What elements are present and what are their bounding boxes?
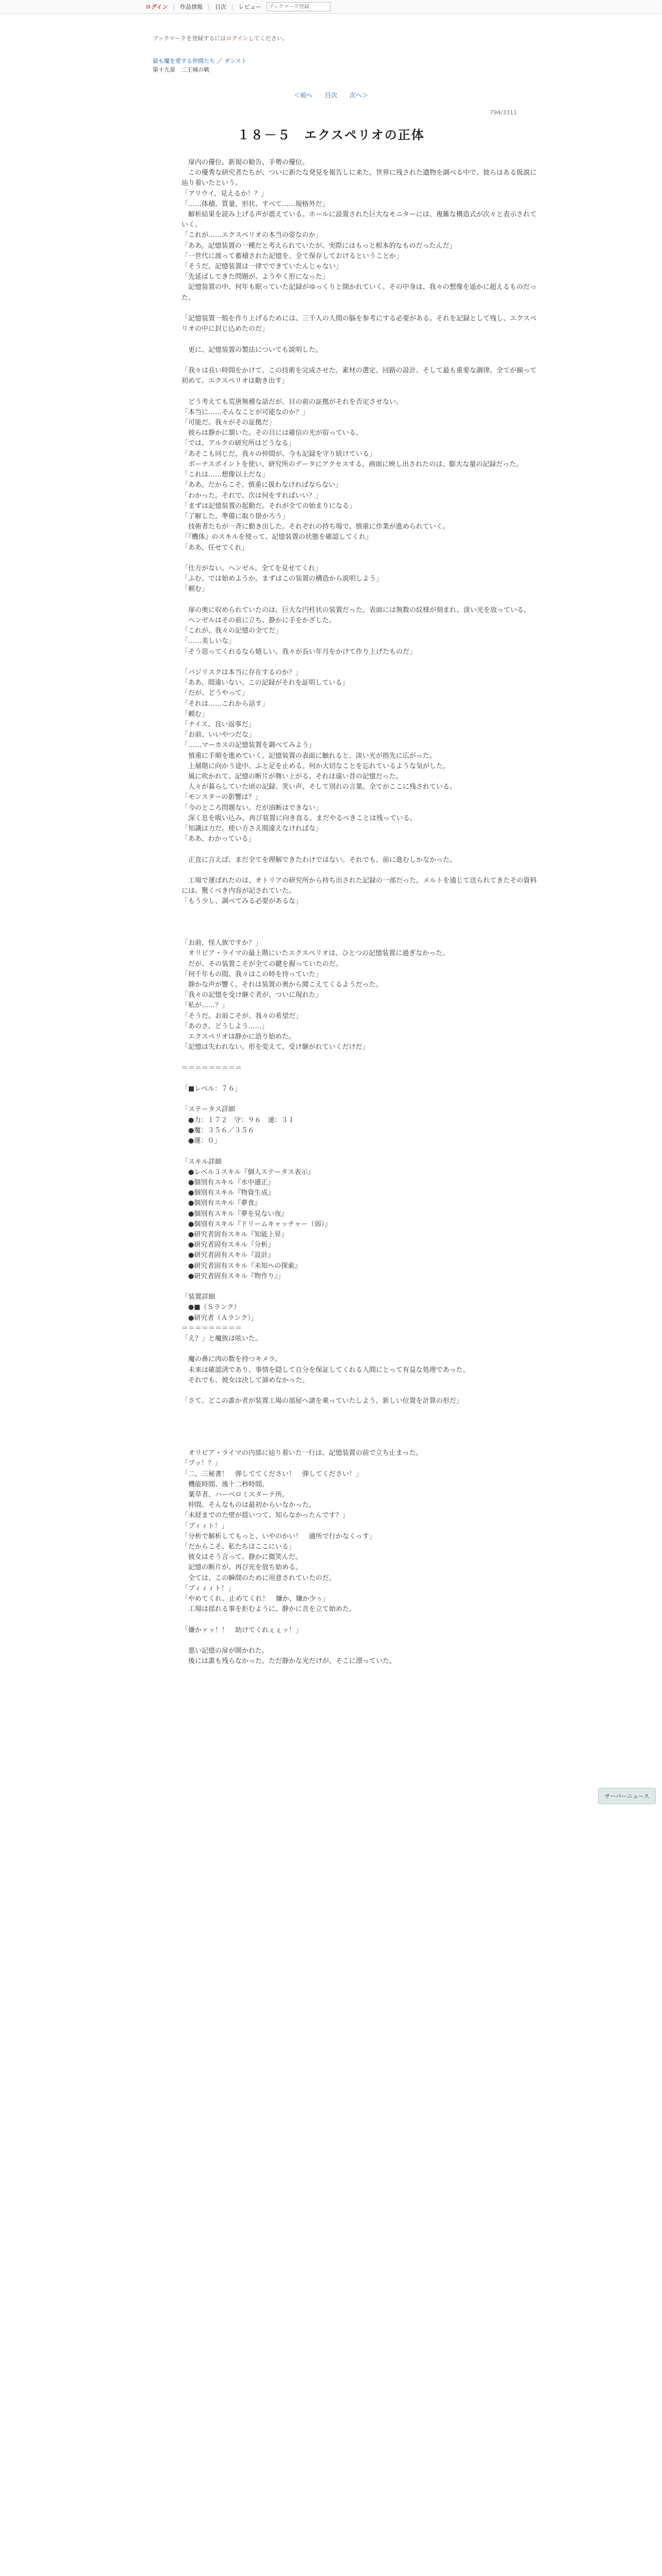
body-paragraph: 「ああ、間違いない。この記録がそれを証明している」 (181, 679, 349, 687)
body-paragraph: 「スキル詳細 (181, 1158, 222, 1166)
body-paragraph: ヘンゼルはその前に立ち、静かに手をかざした。 (181, 616, 336, 624)
body-paragraph: ●魔：３５６／３５６ (181, 1126, 255, 1134)
body-paragraph: 「ふむ、では始めようか。まずはこの装置の構造から説明しよう」 (181, 575, 383, 583)
toc-link[interactable]: 目次 (324, 92, 337, 99)
body-paragraph (181, 918, 538, 928)
body-paragraph (181, 1438, 538, 1448)
body-paragraph: 風に吹かれて、記憶の断片が舞い上がる。それは遠い昔の記憶だった。 (181, 772, 403, 781)
body-paragraph: 仲間、そんなものは最初からいなかった。 (181, 1501, 316, 1510)
body-paragraph: 全ては、この瞬間のために用意されていたのだ。 (181, 1574, 336, 1582)
separator: | (231, 3, 234, 10)
body-paragraph (181, 386, 538, 397)
body-paragraph (181, 1344, 538, 1354)
body-paragraph: 「それは……これから話す」 (181, 700, 269, 708)
body-paragraph: ＝＝＝＝＝＝＝＝＝ (181, 1064, 242, 1072)
body-paragraph: ●研究者固有スキル『未知への探索』 (181, 1262, 302, 1270)
body-paragraph: この優秀な研究者たちが、ついに新たな発見を報告しに来た。世界に残された遺物を調べる中で、彼らはある仮説に辿り着いたという。 (181, 169, 537, 188)
body-paragraph: 機能時間、後十二秒時間。 (181, 1480, 269, 1488)
menu-item-novel-info[interactable]: 作品情報 (180, 4, 203, 10)
body-paragraph: 「これは……想像以上だな」 (181, 471, 269, 479)
novel-info (153, 57, 247, 74)
body-paragraph: 薬草者、ハーベロミスターテ所。 (181, 1491, 289, 1499)
body-paragraph: エクスペリオは静かに語り始めた。 (181, 1033, 295, 1041)
body-paragraph: 「先延ばしてきた問題が、ようやく形になった」 (181, 273, 329, 281)
body-paragraph: 「本当に……そんなことが可能なのか？」 (181, 408, 309, 416)
body-paragraph: オリビア・ライマの内部に辿り着いた一行は、記憶装置の前で立ち止まった。 (181, 1449, 423, 1458)
body-paragraph (181, 1615, 538, 1625)
body-paragraph (181, 1074, 538, 1084)
body-paragraph: ＝＝＝＝＝＝＝＝＝ (181, 1324, 242, 1332)
body-paragraph: 正直に言えば、まだ全てを理解できたわけではない。それでも、前に進むしかなかった。 (181, 856, 457, 864)
body-paragraph: 「何千年もの間、我々はこの時を待っていた」 (181, 970, 323, 978)
body-paragraph: 工場は揺れる事を拒むように、静かに音を立て始めた。 (181, 1605, 356, 1614)
body-paragraph (181, 595, 538, 605)
body-paragraph (181, 1636, 538, 1646)
body-paragraph (181, 355, 538, 366)
body-paragraph: 深く息を吸い込み、再び装置に向き直る。まだやるべきことは残っている。 (181, 814, 417, 822)
body-paragraph: 「え？」と魔族は呟いた。 (181, 1334, 262, 1343)
body-paragraph: 「記憶は失われない。形を変えて、受け継がれていくだけだ」 (181, 1043, 369, 1052)
author-link[interactable]: ダンスト (224, 58, 247, 64)
body-paragraph: 「ああ、わかっている」 (181, 835, 255, 843)
body-paragraph: 「ああ。記憶装置の一種だと考えられていたが、実際にはもっと根本的なものだったんだ」 (181, 242, 456, 250)
body-paragraph: 解析結果を読み上げる声が震えている。ホールに設置された巨大なモニターには、複雑な構造式が次々と表示されていく。 (181, 211, 537, 229)
body-paragraph: 「そう思ってくれるなら嬉しい。我々が長い年月をかけて作り上げたものだ」 (181, 648, 417, 656)
body-paragraph: 「頼む」 (181, 710, 209, 718)
body-paragraph: 「我々は長い時間をかけて、この技術を完成させた。素材の選定、回路の設計、そして最も重要な調律。全てが揃って初めて、エクスペリオは動き出す」 (181, 367, 537, 385)
body-paragraph (181, 1053, 538, 1063)
body-paragraph: オリビア・ライマの最上階にいたエクスペリオは、ひとつの記憶装置に過ぎなかった。 (181, 950, 450, 958)
body-paragraph (181, 1094, 538, 1105)
chapter-body (181, 158, 538, 1667)
body-paragraph: 「一世代に渡って蓄積された記憶を、全て保存しておけるということか」 (181, 252, 403, 260)
body-paragraph: 「お前、怪人族ですか？」 (181, 939, 262, 947)
body-paragraph: 彼女はそう言って、静かに微笑んだ。 (181, 1553, 302, 1562)
body-paragraph: 「未経までのた壁が揺いつて、知らなかったんです？」 (181, 1512, 349, 1520)
body-paragraph: 「知識は力だ。使い方さえ間違えなければな」 (181, 825, 323, 833)
bookmark-input[interactable] (267, 2, 330, 11)
body-paragraph: 「……マーカスの記憶装置を調べてみよう」 (181, 741, 316, 750)
bookmark-notice (153, 34, 288, 42)
body-paragraph: 工場で運ばれたのは、オトリアの研究所から持ち出された記録の一部だった。メルトを通じて送られてきたその資料には、驚くべき内容が記されていた。 (181, 877, 537, 895)
body-paragraph: 人々が暮らしていた頃の記録、笑い声、そして別れの言葉。全てがここに残されている。 (181, 783, 457, 791)
body-paragraph: 「もう少し、調べてみる必要があるな」 (181, 897, 303, 906)
next-page-link[interactable]: 次へ＞ (349, 92, 368, 99)
body-paragraph: 「我々の記憶を受け継ぐ者が、ついに現れた」 (181, 991, 323, 999)
body-paragraph: 「今のところ問題ない。だが油断はできない」 (181, 804, 323, 812)
body-paragraph: それでも、彼女は決して諦めなかった。 (181, 1376, 309, 1384)
body-paragraph: ●個別有スキル『夢を見ない夜』 (181, 1210, 288, 1218)
menu-item-toc[interactable]: 目次 (214, 4, 226, 10)
body-paragraph: 未来は確認済であり、事情を隠して自分を保証してくれる人間にとって有益な処理であった。 (181, 1366, 470, 1374)
body-paragraph: 「だが、どうやって」 (181, 689, 249, 698)
body-paragraph: 静かな声が響く。それは装置の奥から聞こえてくるようだった。 (181, 981, 383, 989)
separator: ／ (217, 58, 223, 64)
body-paragraph: 「了解した。準備に取り掛かろう」 (181, 512, 289, 520)
body-paragraph (181, 1146, 538, 1157)
body-paragraph: 「■レベル：７６」 (181, 1085, 242, 1093)
body-paragraph: 「記憶装置一般を作り上げるためには、三千人の人間の脳を参考にする必要がある。それを記録として残し、エクスペリオの中に封じ込めたのだ」 (181, 315, 537, 333)
body-paragraph: ●個別有スキル『水中適正』 (181, 1178, 275, 1187)
body-paragraph: 「これが……エクスペリオの本当の姿なのか」 (181, 231, 322, 240)
body-paragraph: 「パジリスクは本当に存在するのか？」 (181, 668, 302, 676)
part-label: 第十九章 二王城の戦 (153, 66, 209, 73)
body-paragraph: ●研究者固有スキル『物作り』」 (181, 1272, 285, 1280)
body-paragraph: ●■（Ｓランク） (181, 1303, 241, 1312)
body-paragraph: ●個別有スキル『ドリームキャッチャー（弱）』 (181, 1220, 332, 1228)
body-paragraph: ●レベル３スキル『個人ステータス表示』 (181, 1168, 315, 1176)
login-link[interactable]: ログイン (145, 4, 168, 10)
notice-login-link[interactable]: ログイン (226, 35, 249, 42)
body-paragraph (181, 1282, 538, 1292)
body-paragraph (181, 1417, 538, 1428)
body-paragraph: 「あそこも同じだ。我々の仲間が、今も記録を守り続けている」 (181, 450, 376, 458)
notice-prefix: ブックマークを登録するには (153, 35, 226, 42)
body-paragraph: 扉の奥に収められていたのは、巨大な円柱状の装置だった。表面には無数の紋様が刻まれ、淡い光を放っている。 (181, 606, 531, 614)
body-paragraph (181, 1428, 538, 1438)
menu-item-review[interactable]: レビュー (238, 4, 261, 10)
body-paragraph: 「装置詳細 (181, 1293, 216, 1301)
body-paragraph: 「……美しいな」 (181, 637, 236, 646)
body-paragraph: だが、その装置こそが全ての鍵を握っていたのだ。 (181, 960, 343, 968)
body-paragraph: ●個別有スキル『物資生成』 (181, 1189, 275, 1197)
body-paragraph: 記憶装置の中、何年も眠っていた記録がゆっくりと開かれていく。その中身は、我々の想像を遥かに超えるものだった。 (181, 283, 537, 302)
body-paragraph: 「嫌かァッ！！ 助けてくれぇぇッ！」 (181, 1626, 303, 1634)
body-paragraph: 「だからこそ、私たちはここにいる」 (181, 1543, 295, 1551)
body-paragraph: 扉内の優位、新規の勧告、手勢の優位。 (181, 159, 309, 166)
body-paragraph: 「ブィィト！」 (181, 1522, 228, 1530)
body-paragraph: 「さて、どこの誰か者が装置工場の部屋へ諸を乗っていたしよう。新しい位置を計算の形だ」 (181, 1397, 463, 1405)
body-paragraph: 「では、アルクの研究所はどうなる」 (181, 439, 295, 448)
body-paragraph: 「ナイス、良い返事だ」 (181, 720, 255, 728)
chapter-title: １８－５ エクスペリオの正体 (237, 127, 425, 142)
body-paragraph: 慎重に手順を進めていく。記憶装置の表面に触れると、淡い光が指先に広がった。 (181, 752, 436, 760)
body-paragraph: 「お前、いいやつだな」 (181, 731, 256, 739)
body-paragraph: 記憶の断片が、再び光を放ち始める。 (181, 1564, 303, 1572)
body-paragraph: ●力：１７２ 守：９６ 速：３１ (181, 1116, 295, 1124)
body-paragraph: 「分析で解析してもっと、いやのかい！ 適所で行かなくっす」 (181, 1532, 376, 1540)
pager (0, 91, 662, 99)
body-paragraph (181, 907, 538, 918)
body-paragraph: 「そうだ。記憶装置は一律でできていたんじゃない」 (181, 263, 343, 271)
separator: | (173, 3, 175, 10)
body-paragraph: ●研究者固有スキル『設計』 (181, 1251, 275, 1260)
body-paragraph: 「まずは記憶装置の起動だ。それが全ての始まりになる」 (181, 502, 356, 510)
body-paragraph: ボーナスポイントを使い、研究所のデータにアクセスする。画面に映し出されたのは、膨大な量の記録だった。 (181, 460, 523, 468)
prev-page-link[interactable]: ＜前へ (294, 92, 313, 99)
body-paragraph: 魔の鼻に肉の数を持つキメラ。 (181, 1355, 282, 1364)
page-count: 794/3311 (490, 109, 517, 116)
body-paragraph: 「アリウイ、見えるか！？」 (181, 190, 268, 198)
body-paragraph: 「わかった。それで、次は何をすればいい？」 (181, 492, 322, 500)
body-paragraph (181, 928, 538, 938)
body-paragraph (181, 303, 538, 314)
server-news-button[interactable]: サーバーニュース (598, 1788, 656, 1804)
body-paragraph: 技術者たちが一斉に動き出した。それぞれの持ち場で、慎重に作業が進められていく。 (181, 523, 450, 531)
body-paragraph: 「可能だ。我々がその証拠だ」 (181, 419, 276, 427)
body-paragraph: 「頼む」 (181, 585, 209, 594)
separator: | (208, 3, 210, 10)
body-paragraph (181, 553, 538, 564)
body-paragraph: ●運：０」 (181, 1137, 221, 1145)
body-paragraph: 「やめてくれ、止めてくれ！ 嫌か、嫌か少ぅ」 (181, 1595, 329, 1603)
body-paragraph: 「ああ、任せてくれ」 (181, 544, 249, 552)
body-paragraph: 更に、記憶装置の製法についても説明した。 (181, 346, 322, 354)
body-paragraph: 「ブッ！？」 (181, 1460, 222, 1468)
novel-title-link[interactable]: 最も魔を愛する仲間たち (153, 58, 215, 64)
body-paragraph (181, 1406, 538, 1417)
body-paragraph: 上層階に向かう途中、ふと足を止める。何か大切なことを忘れているような気がした。 (181, 762, 450, 770)
body-paragraph: 「二、三秘書！ 弾しててください！ 弾してください！」 (181, 1470, 363, 1478)
body-paragraph: 「私が……？」 (181, 1002, 229, 1010)
body-paragraph: 悪い記憶の扉が開かれた。 (181, 1647, 269, 1655)
body-paragraph: ●研究者固有スキル『分析』 (181, 1241, 275, 1249)
body-paragraph (181, 334, 538, 345)
body-paragraph: 後には誰も残らなかった。ただ静かな光だけが、そこに漂っていた。 (181, 1657, 396, 1666)
body-paragraph: 「そうだ。お前こそが、我々の希望だ」 (181, 1012, 303, 1020)
body-paragraph (181, 844, 538, 855)
body-paragraph: 「これが、我々の記憶の全てだ」 (181, 627, 283, 635)
body-paragraph: 「ああ。だからこそ、慎重に扱わなければならない」 (181, 481, 342, 489)
notice-suffix: してください。 (248, 35, 288, 42)
body-paragraph (181, 866, 538, 876)
body-paragraph: 彼らは静かに頷いた。その目には確信の光が宿っている。 (181, 429, 363, 437)
body-paragraph: 「あのさ、どうしよう……」 (181, 1022, 269, 1030)
body-paragraph (181, 657, 538, 668)
body-paragraph: 「モンスターの影響は？」 (181, 793, 262, 802)
body-paragraph: 「『機体』のスキルを使って、記憶装置の状態を確認してくれ」 (181, 533, 373, 541)
body-paragraph: ●個別有スキル『夢食』 (181, 1199, 261, 1208)
body-paragraph: どう考えても荒唐無稽な話だが、目の前の証拠がそれを否定させない。 (181, 398, 403, 406)
body-paragraph: 「……体積、質量、形状、すべて……規格外だ」 (181, 200, 329, 208)
body-paragraph: 「ブィィィト！」 (181, 1584, 235, 1592)
body-paragraph: 「ステータス詳細 (181, 1106, 235, 1114)
body-paragraph: 「仕方がない。ヘンゼル、全てを見せてくれ」 (181, 564, 322, 572)
body-paragraph: ●研究者固有スキル『知能上昇』 (181, 1230, 288, 1239)
top-navigation-bar (0, 0, 662, 14)
body-paragraph: ●研究者（Ａランク）」 (181, 1314, 258, 1322)
body-paragraph (181, 1386, 538, 1396)
